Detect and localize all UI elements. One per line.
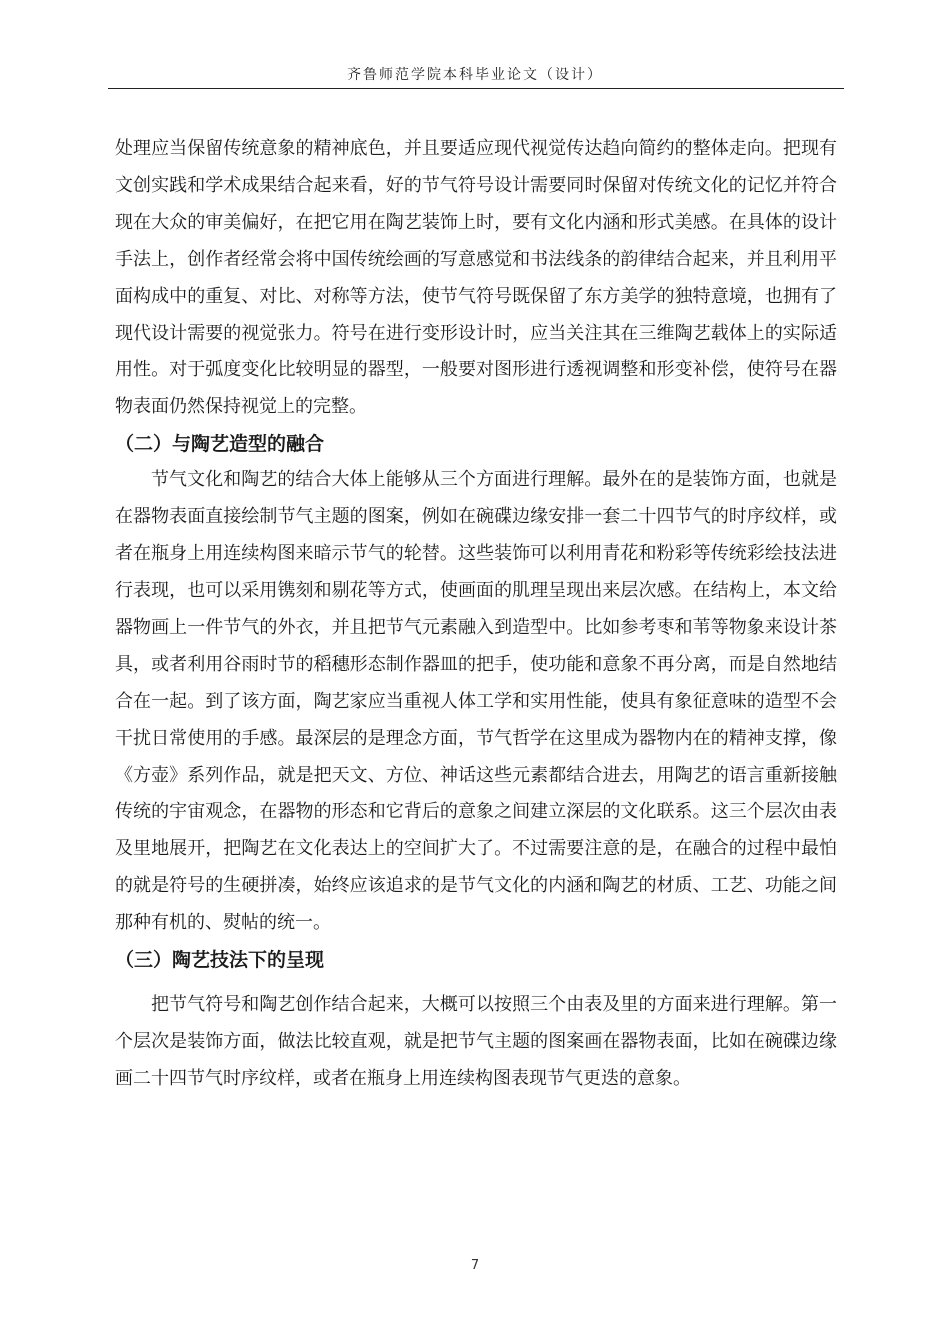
section-3-spacer — [115, 978, 837, 987]
section-2-heading: （二）与陶艺造型的融合 — [115, 433, 325, 456]
intro-paragraph: 处理应当保留传统意象的精神底色，并且要适应现代视觉传达趋向简约的整体走向。把现有文创实践和学术成果结合起来看，好的节气符号设计需要同时保留对传统文化的记忆并符合现在大众的审美偏好，在把它用在陶艺装饰上时，要有文化内涵和形式美感。在具体的设计手法上，创作者经常会将中国传统绘画的写意感觉和书法线条的韵律结合起来，并且利用平面构成中的重复、对比、对称等方法，使节气符号既保留了东方美学的独特意境，也拥有了现代设计需要的视觉张力。符号在进行变形设计时，应当关注其在三维陶艺载体上的实际适用性。对于弧度变化比较明显的器型，一般要对图形进行透视调整和形变补偿，使符号在器物表面仍然保持视觉上的完整。 — [115, 138, 837, 418]
document-body — [115, 131, 837, 1098]
header-divider — [108, 88, 844, 89]
page-number: 7 — [470, 1258, 480, 1273]
page-header-title: 齐鲁师范学院本科毕业论文（设计） — [347, 67, 603, 83]
section-2-paragraph: 节气文化和陶艺的结合大体上能够从三个方面进行理解。最外在的是装饰方面，也就是在器物表面直接绘制节气主题的图案，例如在碗碟边缘安排一套二十四节气的时序纹样，或者在瓶身上用连续构图来暗示节气的轮替。这些装饰可以利用青花和粉彩等传统彩绘技法进行表现，也可以采用镌刻和剔花等方式，使画面的肌理呈现出来层次感。在结构上，本文给器物画上一件节气的外衣，并且把节气元素融入到造型中。比如参考枣和苇等物象来设计茶具，或者利用谷雨时节的稻穗形态制作器皿的把手，使功能和意象不再分离，而是自然地结合在一起。到了该方面，陶艺家应当重视人体工学和实用性能，使具有象征意味的造型不会干扰日常使用的手感。最深层的是理念方面，节气哲学在这里成为器物内在的精神支撑，像《方壶》系列作品，就是把天文、方位、神话这些元素都结合进去，用陶艺的语言重新接触传统的宇宙观念，在器物的形态和它背后的意象之间建立深层的文化联系。这三个层次由表及里地展开，把陶艺在文化表达上的空间扩大了。不过需要注意的是，在融合的过程中最怕的就是符号的生硬拼凑，始终应该追求的是节气文化的内涵和陶艺的材质、工艺、功能之间那种有机的、熨帖的统一。 — [115, 469, 837, 934]
section-3-paragraph: 把节气符号和陶艺创作结合起来，大概可以按照三个由表及里的方面来进行理解。第一个层次是装饰方面，做法比较直观，就是把节气主题的图案画在器物表面，比如在碗碟边缘画二十四节气时序纹样，或者在瓶身上用连续构图表现节气更迭的意象。 — [115, 994, 837, 1089]
section-3-heading: （三）陶艺技法下的呈现 — [115, 949, 325, 972]
